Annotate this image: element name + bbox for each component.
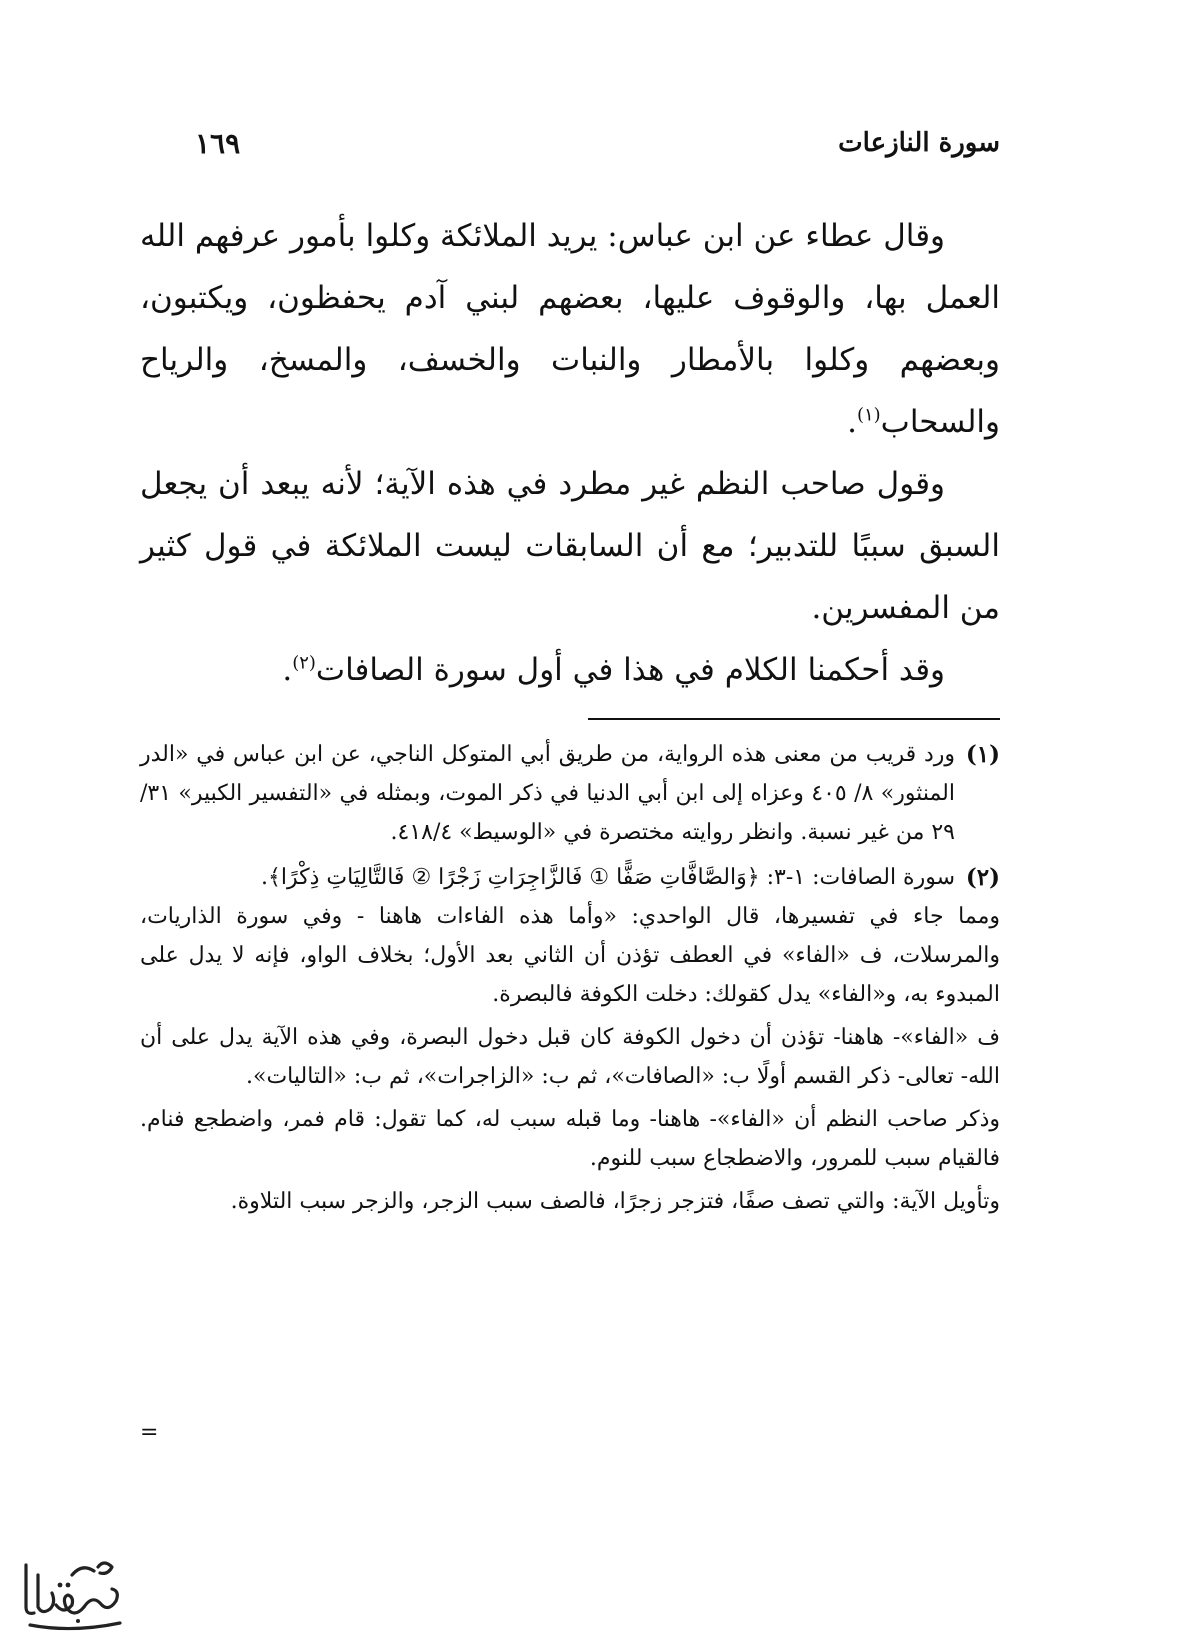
footnote-paragraph: ومما جاء في تفسيرها، قال الواحدي: «وأما هذه الفاءات هاهنا - وفي سورة الذاريات، والمرسلات، ف «الفاء» في العطف تؤذن أن الثاني بعد الأول؛ بخلاف الواو، فإنه لا يدل على المبدوء به، و«الفاء» يدل كقولك: دخلت الكوفة فالبصرة. [140,904,1000,1007]
footnote-paragraph: ف «الفاء»- هاهنا- تؤذن أن دخول الكوفة كان قبل دخول البصرة، وفي هذه الآية يدل على أن الله- تعالى- ذكر القسم أولًا ب: «الصافات»، ثم ب: «الزاجرات»، ثم ب: «التاليات». [140,1025,1000,1089]
footnotes [140,735,1000,1221]
footnote-number: (٢) [965,864,1000,891]
paragraph-ata-quote [140,205,1000,453]
footnote-ref-1: (١) [856,404,881,426]
footnote-separator [588,718,1000,720]
footnote-text: ورد قريب من معنى هذه الرواية، من طريق أبي المتوكل الناجي، عن ابن عباس في «الدر المنثور» ٨/ ٤٠٥ وعزاه إلى ابن أبي الدنيا في ذكر الموت، وبمثله في «التفسير الكبير» ٣١/ ٢٩ من غير نسبة. وانظر روايته مختصرة في «الوسيط» ٤١٨/٤. [140,742,955,845]
paragraph-text: وقال عطاء عن ابن عباس: يريد الملائكة وكلوا بأمور عرفهم الله العمل بها، والوقوف عليها، بعضهم لبني آدم يحفظون، ويكتبون، وبعضهم وكلوا بالأمطار والنبات والخسف، والمسخ، والرياح والسحاب [140,218,1000,440]
page-number: ١٦٩ [195,126,241,160]
paragraph-text: وقد أحكمنا الكلام في هذا في أول سورة الصافات [315,652,945,688]
publisher-logo-icon [12,1545,132,1640]
footnote-paragraph: وتأويل الآية: والتي تصف صفًا، فتزجر زجرًا، فالصف سبب الزجر، والزجر سبب التلاوة. [230,1189,1000,1214]
page-header [195,118,1000,168]
footnote-1 [140,735,1000,852]
main-text [140,205,1000,701]
footnote-quran-citation: سورة الصافات: ١-٣: ﴿وَالصَّافَّاتِ صَفًّا ① فَالزَّاجِرَاتِ زَجْرًا ② فَالتَّالِيَاتِ ذِكْرًا﴾. [261,865,955,890]
footnote-paragraph: وذكر صاحب النظم أن «الفاء»- هاهنا- وما قبله سبب له، كما تقول: قام فمر، واضطجع فنام. فالقيام سبب للمرور، والاضطجاع سبب للنوم. [140,1107,1000,1171]
continuation-mark: = [140,1420,159,1445]
paragraph-saffat-reference [140,639,1000,701]
running-head: سورة النازعات [838,128,1000,158]
footnote-body [140,735,955,852]
paragraph-end: . [847,404,857,440]
footnote-body [140,858,1000,1221]
paragraph-nazm-critique: وقول صاحب النظم غير مطرد في هذه الآية؛ لأنه يبعد أن يجعل السبق سببًا للتدبير؛ مع أن السابقات ليست الملائكة في قول كثير من المفسرين. [140,466,1000,626]
footnote-ref-2: (٢) [292,652,316,674]
paragraph-end: . [282,652,293,688]
footnote-number: (١) [965,741,1000,768]
footnote-2 [140,858,1000,1221]
